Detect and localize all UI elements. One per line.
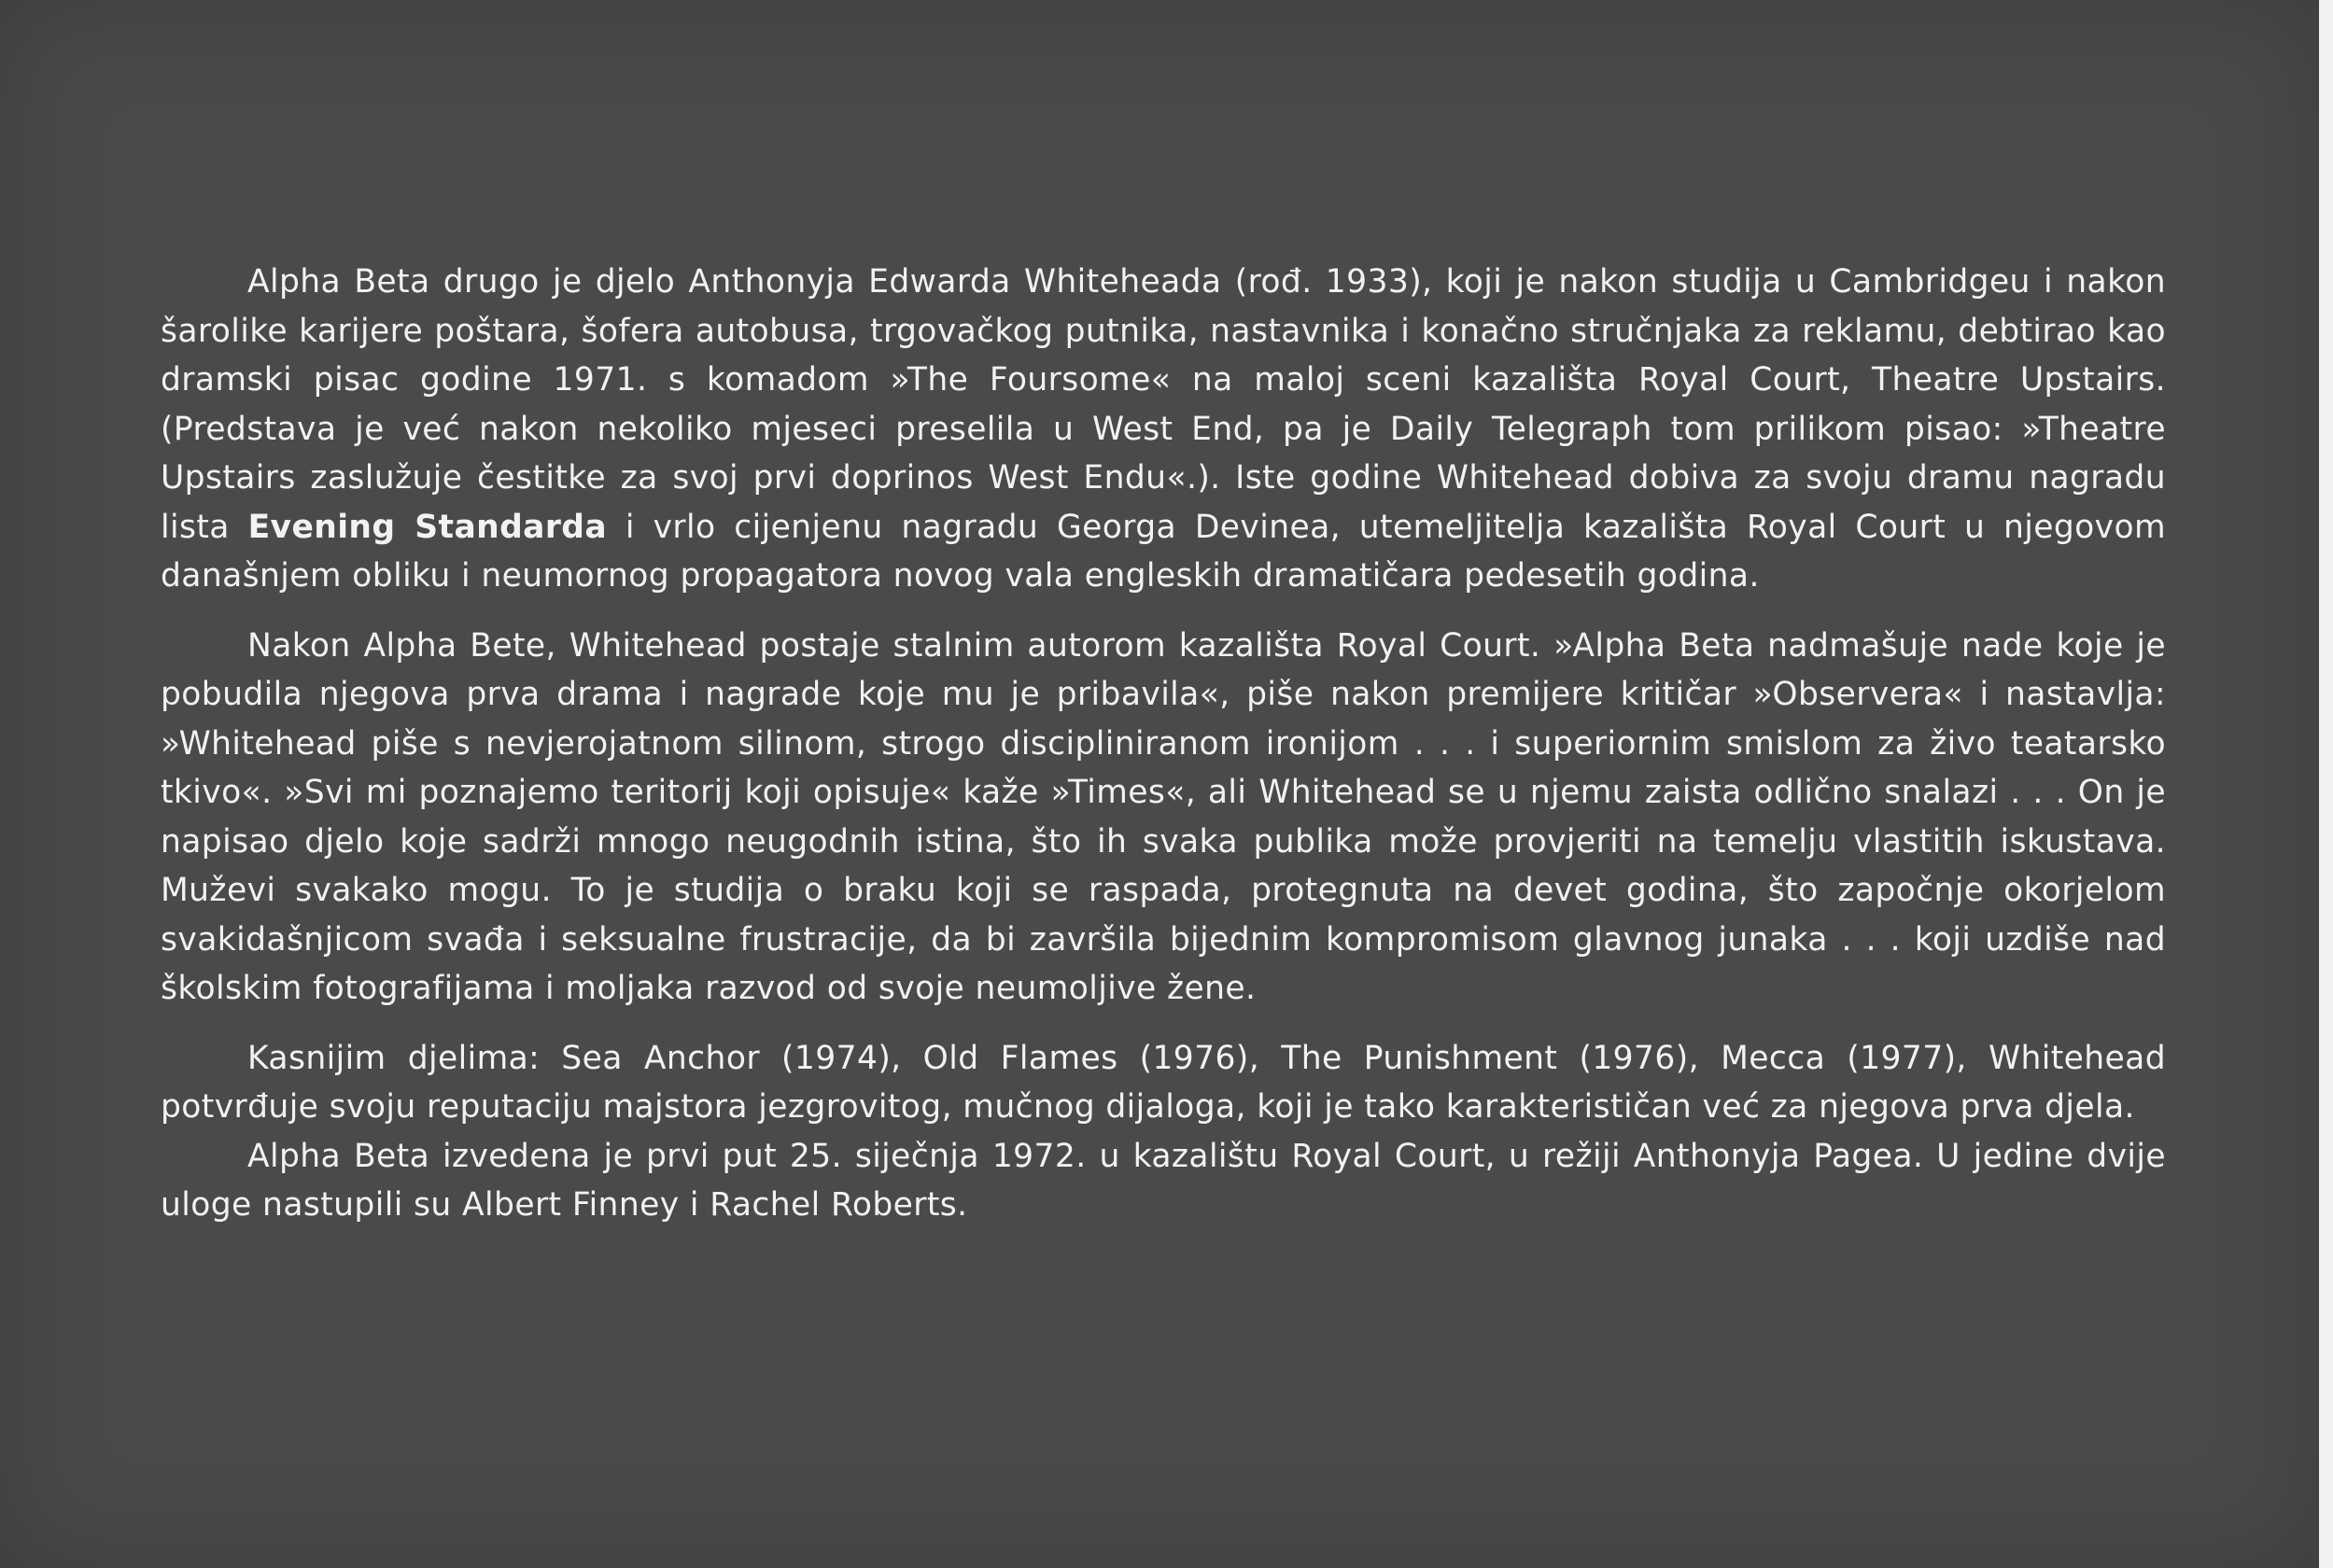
newspaper-name: Evening Standarda (247, 508, 608, 546)
paragraph-intro (161, 258, 2166, 601)
cover-text (161, 258, 2166, 1230)
paragraph-intro-text-start: Alpha Beta drugo je djelo Anthonyja Edwarda Whiteheada (rođ. 1933), koji je nakon studija u Cambridgeu i nakon šarolike karijere poštara, šofera autobusa, trgovačkog putnika, nastavnika i konačno stručnjaka za reklamu, debtirao kao dramski pisac godine 1971. s komadom »The Foursome« na maloj sceni kazališta Royal Court, Theatre Upstairs. (Predstava je već nakon nekoliko mjeseci preselila u West End, pa je Daily Telegraph tom prilikom pisao: »Theatre Upstairs zaslužuje čestitke za svoj prvi doprinos West Endu«.). Iste godine Whitehead dobiva za svoju dramu nagradu lista (161, 263, 2166, 546)
paragraph-reviews: Nakon Alpha Bete, Whitehead postaje stalnim autorom kazališta Royal Court. »Alpha Beta nadmašuje nade koje je pobudila njegova prva drama i nagrade koje mu je pribavila«, piše nakon premijere kritičar »Observera« i nastavlja: »Whitehead piše s nevjerojatnom silinom, strogo discipliniranom ironijom . . . i superiornim smislom za živo teatarsko tkivo«. »Svi mi poznajemo teritorij koji opisuje« kaže »Times«, ali Whitehead se u njemu zaista odlično snalazi . . . On je napisao djelo koje sadrži mnogo neugodnih istina, što ih svaka publika može provjeriti na temelju vlastitih iskustava. Muževi svakako mogu. To je studija o braku koji se raspada, protegnuta na devet godina, što započnje okorjelom svakidašnjicom svađa i seksualne frustracije, da bi završila bijednim kompromisom glavnog junaka . . . koji uzdiše nad školskim fotografijama i moljaka razvod od svoje neumoljive žene. (161, 626, 2166, 1007)
paragraph-later-works: Kasnijim djelima: Sea Anchor (1974), Old Flames (1976), The Punishment (1976), Mecca (1977), Whitehead potvrđuje svoju reputaciju majstora jezgrovitog, mučnog dijaloga, koji je tako karakterističan već za njegova prva djela. (161, 1039, 2166, 1126)
page-edge (2319, 0, 2333, 1568)
paragraph-intro-text-end: i vrlo cijenjenu nagradu Georga Devinea, utemeljitelja kazališta Royal Court u njegovom današnjem obliku i neumornog propagatora novog vala engleskih dramatičara pedesetih godina. (161, 508, 2166, 595)
paragraph-premiere: Alpha Beta izvedena je prvi put 25. siječnja 1972. u kazalištu Royal Court, u režiji Anthonyja Pagea. U jedine dvije uloge nastupili su Albert Finney i Rachel Roberts. (161, 1137, 2166, 1224)
